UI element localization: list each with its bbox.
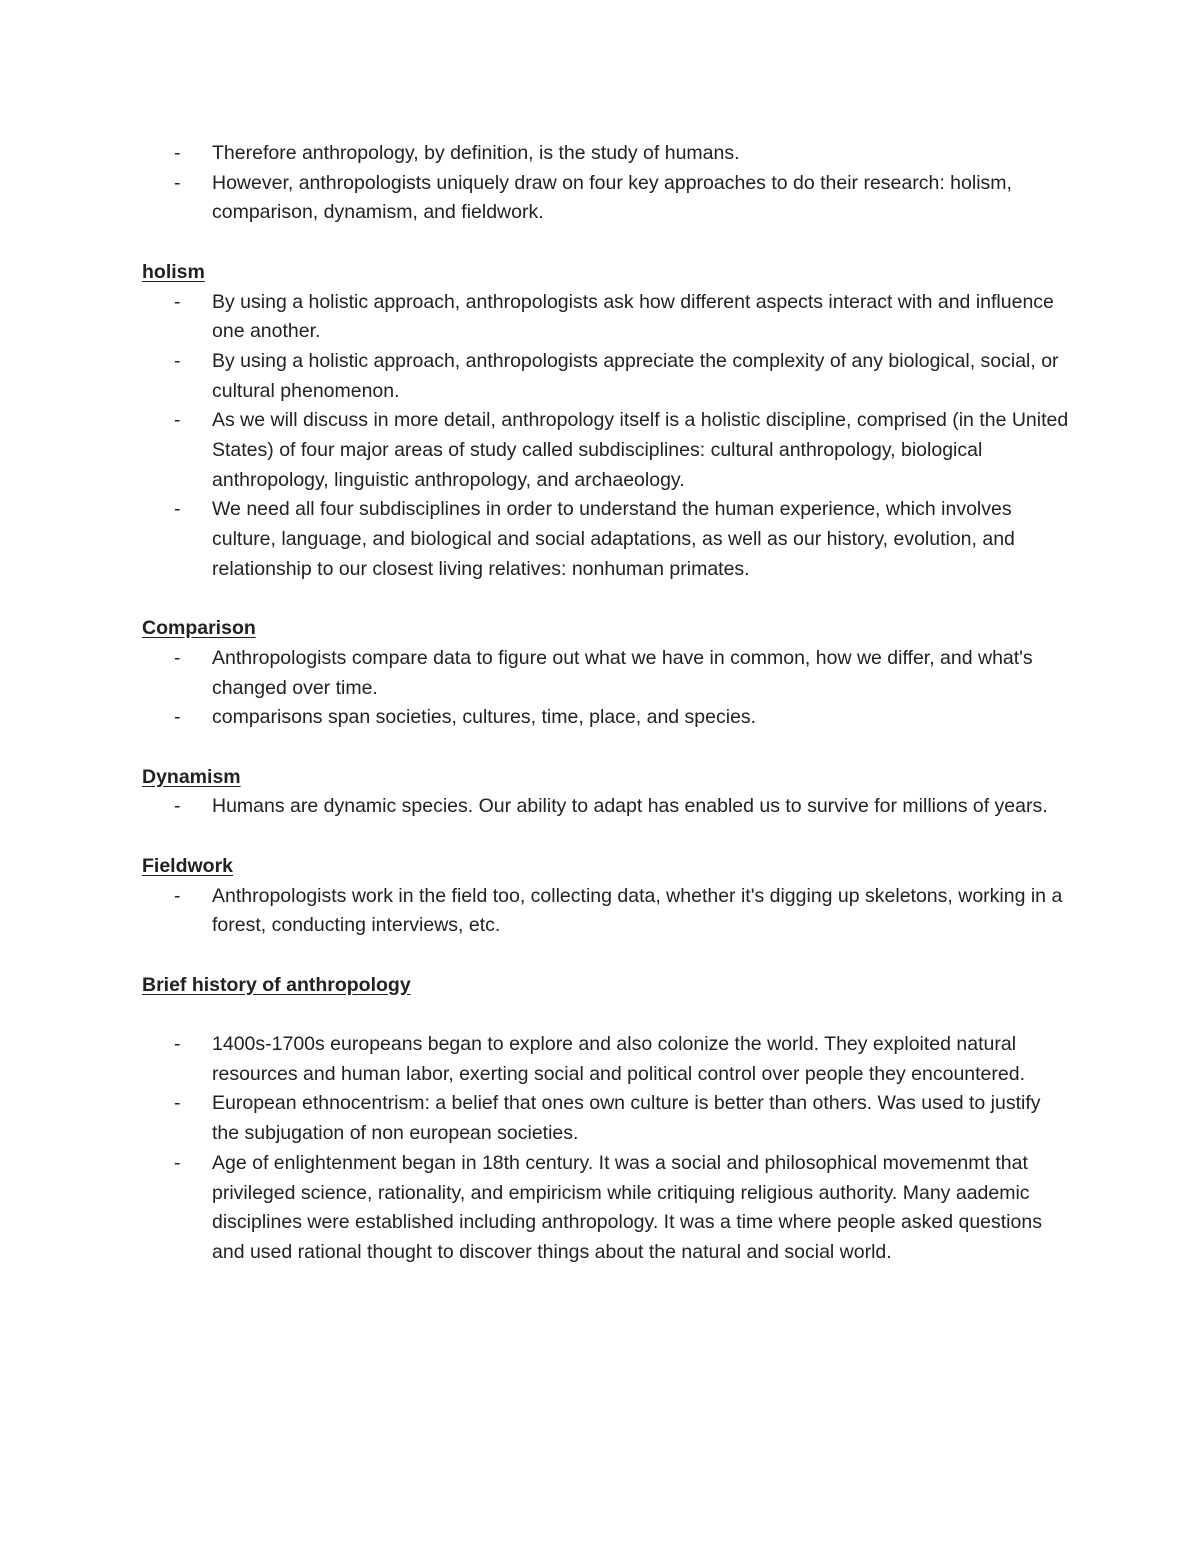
dynamism-list xyxy=(142,792,1072,822)
bullet-dash: - xyxy=(174,646,181,669)
list-item: - comparisons span societies, cultures, time, place, and species. xyxy=(142,703,1072,733)
bullet-dash: - xyxy=(174,706,181,729)
bullet-dash: - xyxy=(174,1033,181,1055)
list-item: - Therefore anthropology, by definition, is the study of humans. xyxy=(142,139,1072,169)
bullet-dash: - xyxy=(174,409,181,432)
bullet-dash: - xyxy=(174,1151,181,1174)
holism-list xyxy=(142,288,1072,585)
bullet-dash: - xyxy=(174,171,181,194)
list-item: - By using a holistic approach, anthropologists ask how different aspects interact with and influence one another. xyxy=(142,288,1072,347)
section-heading-comparison: Comparison xyxy=(142,617,256,640)
list-item: - 1400s-1700s europeans began to explore and also colonize the world. They exploited natural resources and human labor, exerting social and political control over people they encountered. xyxy=(142,1030,1072,1089)
list-item: - Age of enlightenment began in 18th century. It was a social and philosophical movemenmt that privileged science, rationality, and empiricism while critiquing religious authority. Many aademic disciplines were established including anthropology. It was a time where people asked questions and used rational thought to discover things about the natural and social world. xyxy=(142,1149,1072,1268)
document-body xyxy=(142,139,1072,1268)
list-item: - However, anthropologists uniquely draw on four key approaches to do their research: holism, comparison, dynamism, and fieldwork. xyxy=(142,169,1072,228)
list-item: - We need all four subdisciplines in order to understand the human experience, which involves culture, language, and biological and social adaptations, as well as our history, evolution, and relationship to our closest living relatives: nonhuman primates. xyxy=(142,495,1072,584)
section-heading-holism: holism xyxy=(142,260,205,283)
list-item: - Anthropologists compare data to figure out what we have in common, how we differ, and what's changed over time. xyxy=(142,644,1072,703)
list-item: - European ethnocentrism: a belief that ones own culture is better than others. Was used to justify the subjugation of non european societies. xyxy=(142,1089,1072,1148)
brief-history-list xyxy=(142,1030,1072,1268)
section-heading-brief-history: Brief history of anthropology xyxy=(142,973,411,996)
list-item: - By using a holistic approach, anthropologists appreciate the complexity of any biological, social, or cultural phenomenon. xyxy=(142,347,1072,406)
fieldwork-list xyxy=(142,882,1072,941)
bullet-dash: - xyxy=(174,1092,181,1115)
intro-list xyxy=(142,139,1072,228)
bullet-dash: - xyxy=(174,142,181,164)
bullet-dash: - xyxy=(174,349,181,372)
bullet-dash: - xyxy=(174,795,181,818)
section-heading-dynamism: Dynamism xyxy=(142,765,241,788)
bullet-dash: - xyxy=(174,290,181,313)
bullet-dash: - xyxy=(174,498,181,521)
comparison-list xyxy=(142,644,1072,733)
list-item: - Humans are dynamic species. Our ability to adapt has enabled us to survive for millions of years. xyxy=(142,792,1072,822)
list-item: - As we will discuss in more detail, anthropology itself is a holistic discipline, comprised (in the United States) of four major areas of study called subdisciplines: cultural anthropology, biological anthropology, linguistic anthropology, and archaeology. xyxy=(142,406,1072,495)
section-heading-fieldwork: Fieldwork xyxy=(142,854,234,877)
bullet-dash: - xyxy=(174,884,181,907)
list-item: - Anthropologists work in the field too, collecting data, whether it's digging up skeletons, working in a forest, conducting interviews, etc. xyxy=(142,882,1072,941)
